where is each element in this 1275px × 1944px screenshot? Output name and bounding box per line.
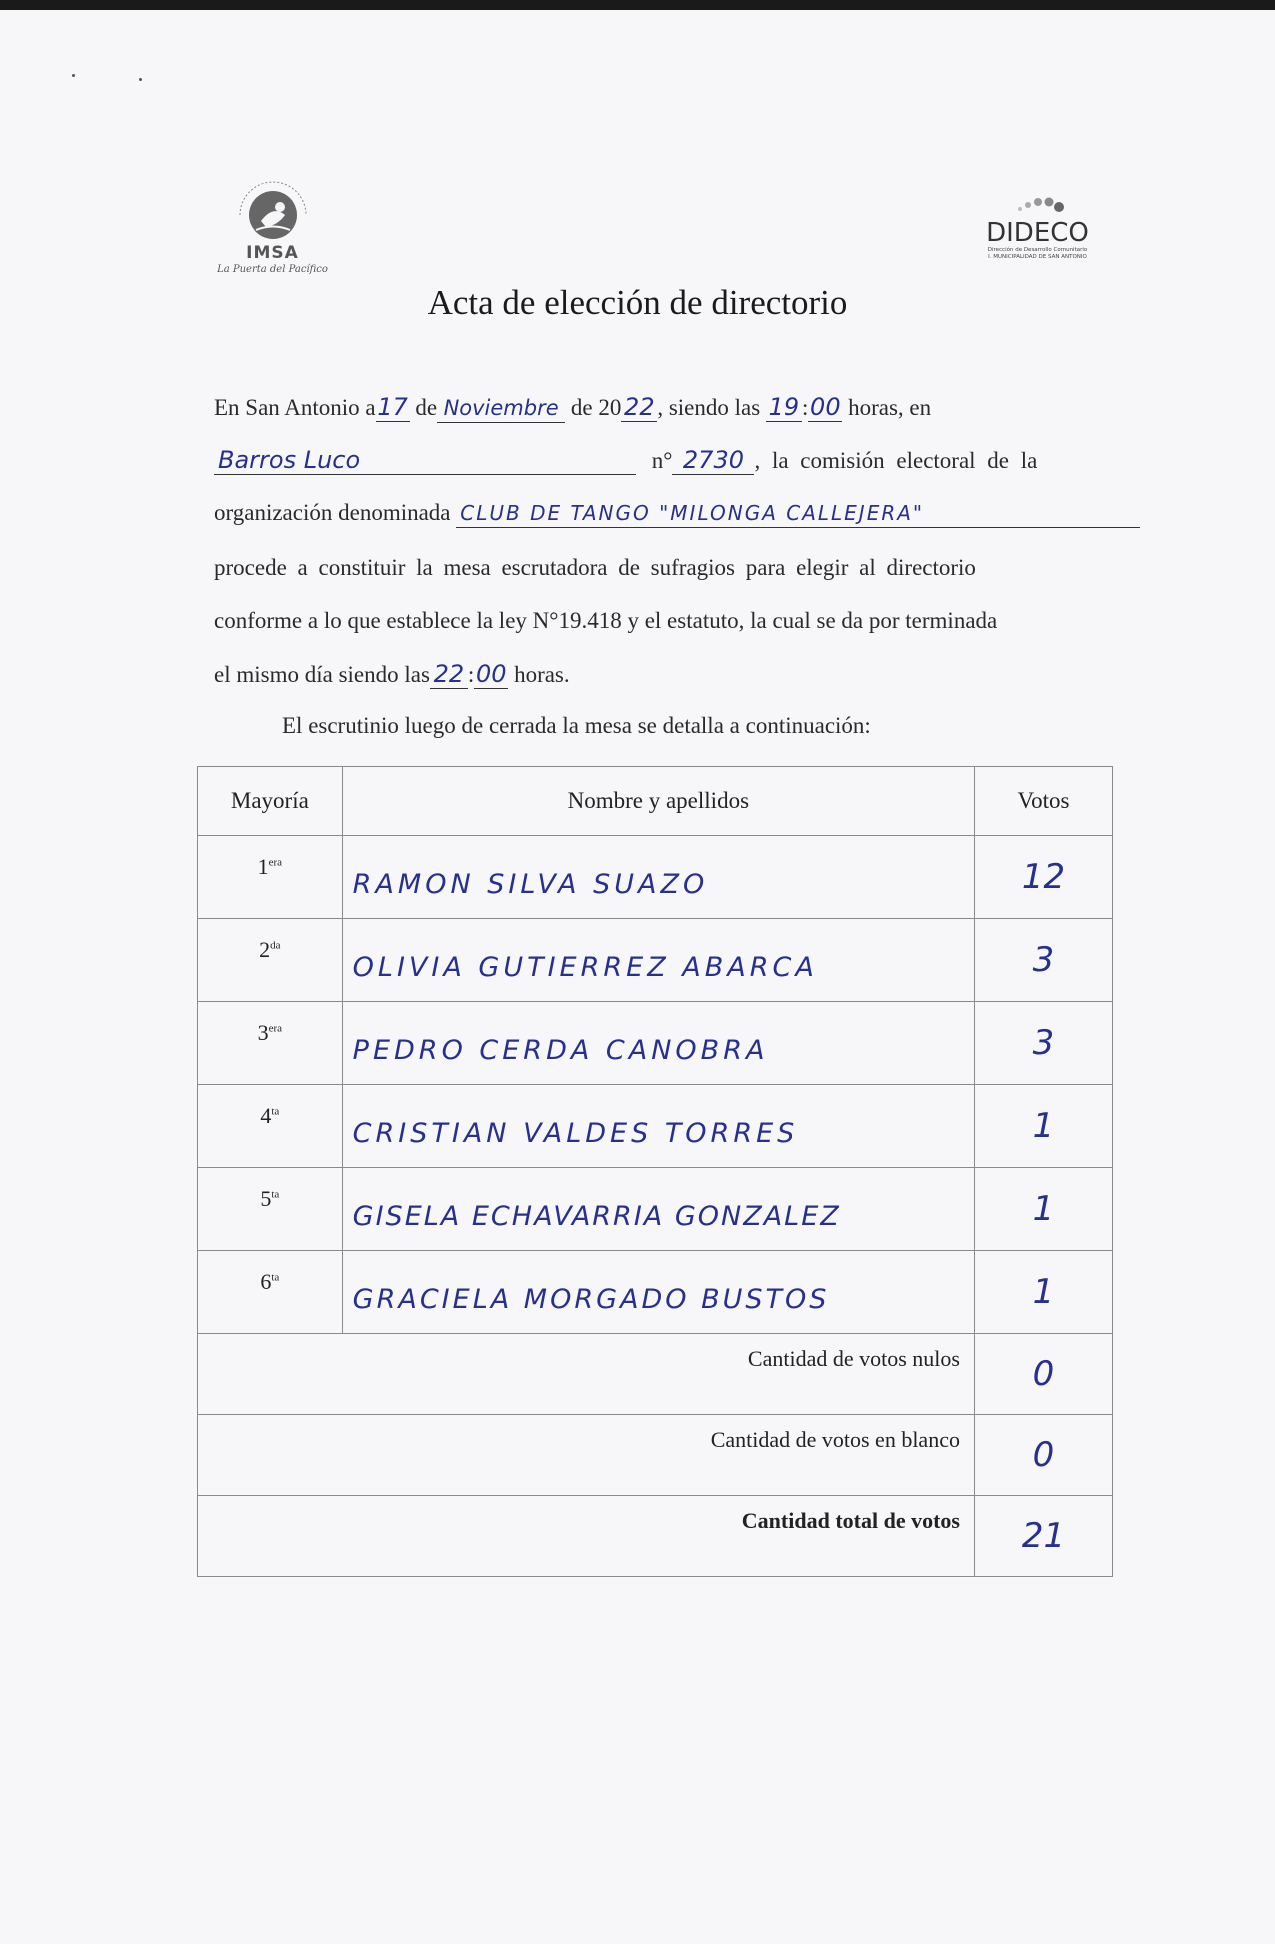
intro-line-3: [214, 499, 1140, 528]
candidate-votes: 1: [974, 1085, 1112, 1168]
candidate-votes: 12: [974, 836, 1112, 919]
candidate-votes: 1: [974, 1168, 1112, 1251]
month-field: Noviembre: [437, 394, 565, 423]
intro-line-6: [214, 660, 570, 689]
imsa-emblem-icon: [228, 165, 318, 245]
number-field: 2730: [672, 446, 754, 475]
candidate-name: GISELA ECHAVARRIA GONZALEZ: [342, 1168, 974, 1251]
rank-number: 6: [260, 1269, 272, 1294]
dideco-logo-sub1: Dirección de Desarrollo Comunitario: [987, 247, 1088, 253]
intro-line-1: [214, 393, 931, 423]
candidate-votes: 3: [974, 1002, 1112, 1085]
intro-line-2: [214, 446, 1101, 475]
table-row: [198, 1251, 1113, 1334]
rank-cell: [198, 1085, 343, 1168]
organization-name-field: CLUB DE TANGO "MILONGA CALLEJERA": [456, 499, 1140, 528]
total-votes-row: [198, 1496, 1113, 1577]
table-row: [198, 1002, 1113, 1085]
rank-number: 2: [259, 937, 271, 962]
text-segment: horas.: [514, 662, 570, 687]
rank-number: 5: [260, 1186, 272, 1211]
table-row: [198, 1085, 1113, 1168]
intro-line-5: conforme a lo que establece la ley N°19.418 y el estatuto, la cual se da por terminada: [214, 608, 998, 633]
table-row: [198, 836, 1113, 919]
total-votes-label: Cantidad total de votos: [198, 1496, 975, 1577]
imsa-logo: [210, 165, 335, 275]
rank-number: 4: [260, 1103, 272, 1128]
text-segment: n°: [651, 448, 673, 473]
intro-line-7: El escrutinio luego de cerrada la mesa se detalla a continuación:: [282, 713, 871, 738]
rank-cell: [198, 919, 343, 1002]
rank-number: 1: [257, 854, 269, 879]
start-minute-field: 00: [810, 393, 841, 421]
scan-edge: [0, 0, 1275, 10]
page-title: Acta de elección de directorio: [427, 283, 848, 322]
imsa-logo-text: IMSA: [246, 243, 299, 263]
text-segment: el mismo día siendo las: [214, 662, 430, 687]
text-segment: En San Antonio a: [214, 395, 376, 420]
null-votes-label: Cantidad de votos nulos: [198, 1334, 975, 1415]
table-header-row: [198, 767, 1113, 836]
day-field: 17: [377, 393, 408, 421]
colon: :: [801, 395, 809, 420]
text-segment: de 20: [570, 395, 622, 420]
null-votes-row: [198, 1334, 1113, 1415]
rank-suffix: ta: [271, 1105, 280, 1118]
table-row: [198, 1168, 1113, 1251]
rank-cell: [198, 1002, 343, 1085]
header-nombre: Nombre y apellidos: [342, 767, 974, 836]
results-table: [197, 766, 1113, 1577]
scan-speck: [72, 74, 75, 77]
candidate-name: OLIVIA GUTIERREZ ABARCA: [342, 919, 974, 1002]
start-hour-field: 19: [766, 393, 802, 422]
candidate-name: CRISTIAN VALDES TORRES: [342, 1085, 974, 1168]
rank-suffix: ta: [271, 1188, 280, 1201]
rank-suffix: da: [270, 939, 281, 952]
year-field: 22: [621, 393, 657, 422]
candidate-votes: 3: [974, 919, 1112, 1002]
text-segment: organización denominada: [214, 500, 451, 525]
text-segment: de: [415, 395, 438, 420]
candidate-votes: 1: [974, 1251, 1112, 1334]
rank-cell: [198, 1251, 343, 1334]
text-segment: , la comisión electoral de la: [754, 448, 1038, 473]
blank-votes-value: 0: [974, 1415, 1112, 1496]
dideco-logo: [975, 192, 1100, 272]
dideco-logo-text: DIDECO: [986, 218, 1089, 248]
rank-suffix: ta: [271, 1271, 280, 1284]
text-segment: horas, en: [848, 395, 932, 420]
dideco-dots-icon: [998, 192, 1078, 214]
rank-suffix: era: [268, 856, 283, 869]
candidate-name: PEDRO CERDA CANOBRA: [342, 1002, 974, 1085]
scan-speck: [139, 78, 142, 81]
rank-suffix: era: [268, 1022, 283, 1035]
text-segment: , siendo las: [657, 395, 761, 420]
imsa-logo-tagline: La Puerta del Pacífico: [217, 264, 328, 275]
intro-line-4: procede a constituir la mesa escrutadora de sufragios para elegir al directorio: [214, 555, 976, 580]
rank-cell: [198, 1168, 343, 1251]
table-row: [198, 919, 1113, 1002]
end-hour-field: 22: [430, 660, 468, 689]
header-votos: Votos: [974, 767, 1112, 836]
rank-cell: [198, 836, 343, 919]
blank-votes-row: [198, 1415, 1113, 1496]
null-votes-value: 0: [974, 1334, 1112, 1415]
candidate-name: RAMON SILVA SUAZO: [342, 836, 974, 919]
place-field: Barros Luco: [214, 446, 636, 475]
rank-number: 3: [257, 1020, 269, 1045]
blank-votes-label: Cantidad de votos en blanco: [198, 1415, 975, 1496]
candidate-name: GRACIELA MORGADO BUSTOS: [342, 1251, 974, 1334]
end-minute-field: 00: [476, 660, 507, 688]
colon: :: [467, 662, 475, 687]
dideco-logo-sub2: I. MUNICIPALIDAD DE SAN ANTONIO: [988, 254, 1087, 260]
total-votes-value: 21: [974, 1496, 1112, 1577]
header-mayoria: Mayoría: [198, 767, 343, 836]
